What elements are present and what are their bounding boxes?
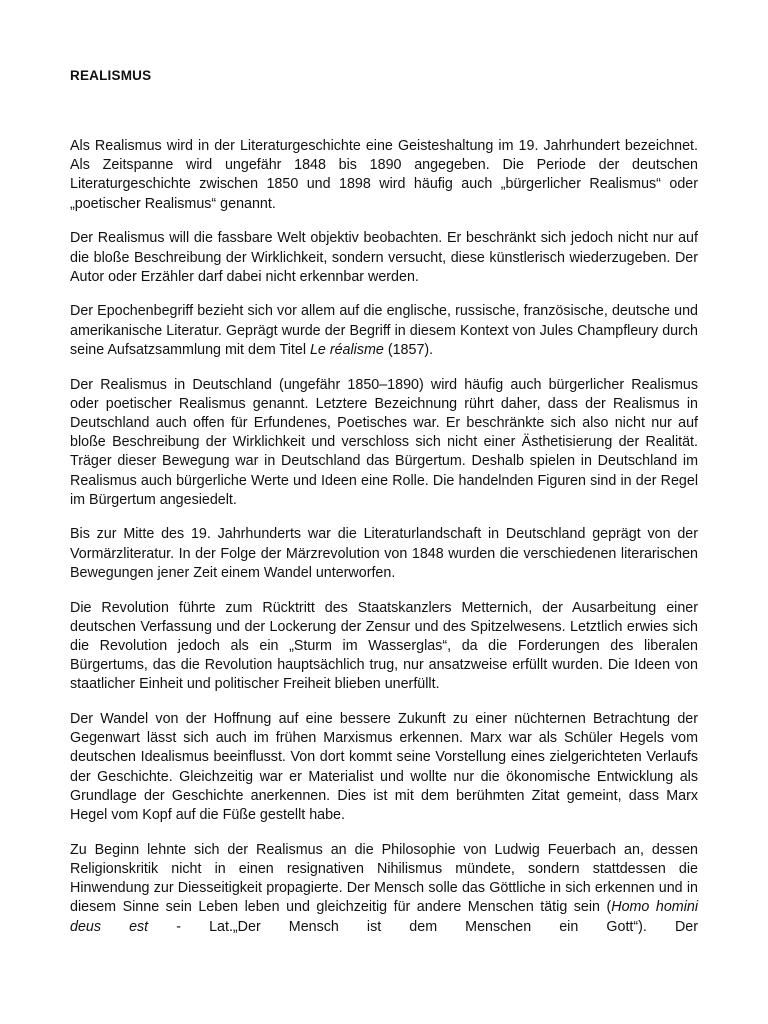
paragraph-text: Der Epochenbegriff bezieht sich vor allem auf die englische, russische, französische, deutsche und amerikanische Literatur. Geprägt wurde der Begriff in diesem Kontext von Jules Champfleury durch seine Aufsatzsammlung mit dem Titel [70,303,698,358]
italic-book-title: Le réalisme [309,341,384,358]
paragraph-revolution: Die Revolution führte zum Rücktritt des Staatskanzlers Metternich, der Ausarbeitung einer deutschen Verfassung und der Lockerung der Zensur und des Spitzelwesens. Letztlich erwies sich die Revolution jedoch als ein „Sturm im Wasserglas“, da die Forderungen des liberalen Bürgertums, das die Revolution hauptsächlich trug, nur ansatzweise erfüllt wurden. Die Ideen von staatlicher Einheit und politischer Freiheit blieben unerfüllt. [70,599,698,693]
paragraph-text: - Lat.„Der Mensch ist dem Menschen ein Gott“). Der [148,918,698,935]
paragraph-epoch-term [70,302,698,360]
document-body [70,137,698,937]
paragraph-text: (1857). [383,341,434,358]
paragraph-objective-view: Der Realismus will die fassbare Welt objektiv beobachten. Er beschränkt sich jedoch nicht nur auf die bloße Beschreibung der Wirklichkeit, sondern versucht, diese künstlerisch wiederzugeben. Der Autor oder Erzähler darf dabei nicht erkennbar werden. [70,230,698,285]
page-title: REALISMUS [70,68,152,83]
italic-latin-phrase: Homo homini deus est [70,899,698,935]
paragraph-marxism: Der Wandel von der Hoffnung auf eine bessere Zukunft zu einer nüchternen Betrachtung der Gegenwart lässt sich auch im frühen Marxismus erkennen. Marx war als Schüler Hegels vom deutschen Idealismus beeinflusst. Von dort kommt seine Vorstellung eines zielgerichteten Verlaufs der Geschichte. Gleichzeitig war er Materialist und wollte nur die ökonomische Entwicklung als Grundlage der Geschichte anerkennen. Dies ist mit dem berühmten Zitat gemeint, dass Marx Hegel vom Kopf auf die Füße gestellt habe. [70,711,698,824]
paragraph-text: Zu Beginn lehnte sich der Realismus an die Philosophie von Ludwig Feuerbach an, dessen Religionskritik nicht in einen resignativen Nihilismus mündete, sondern stattdessen die Hinwendung zur Diesseitigkeit propagierte. Der Mensch solle das Göttliche in sich erkennen und in diesem Sinne sein Leben leben und gleichzeitig für andere Menschen tätig sein ( [70,841,698,916]
paragraph-realism-germany: Der Realismus in Deutschland (ungefähr 1850–1890) wird häufig auch bürgerlicher Realismus oder poetischer Realismus genannt. Letztere Bezeichnung rührt daher, dass der Realismus in Deutschland auch offen für Erfundenes, Poetisches war. Er beschränkte sich also nicht nur auf bloße Beschreibung der Wirklichkeit und verschloss sich nicht einer Ästhetisierung der Realität. Träger dieser Bewegung war in Deutschland das Bürgertum. Deshalb spielen in Deutschland im Realismus auch bürgerliche Werte und Ideen eine Rolle. Die handelnden Figuren sind in der Regel im Bürgertum angesiedelt. [70,376,698,508]
paragraph-vormaerz: Bis zur Mitte des 19. Jahrhunderts war die Literaturlandschaft in Deutschland geprägt von der Vormärzliteratur. In der Folge der Märzrevolution von 1848 wurden die verschiedenen literarischen Bewegungen jener Zeit einem Wandel unterworfen. [70,526,698,581]
paragraph-feuerbach [70,841,698,937]
paragraph-definition: Als Realismus wird in der Literaturgeschichte eine Geisteshaltung im 19. Jahrhundert bezeichnet. Als Zeitspanne wird ungefähr 1848 bis 1890 angegeben. Die Periode der deutschen Literaturgeschichte zwischen 1850 und 1898 wird häufig auch „bürgerlicher Realismus“ oder „poetischer Realismus“ genannt. [70,138,698,212]
